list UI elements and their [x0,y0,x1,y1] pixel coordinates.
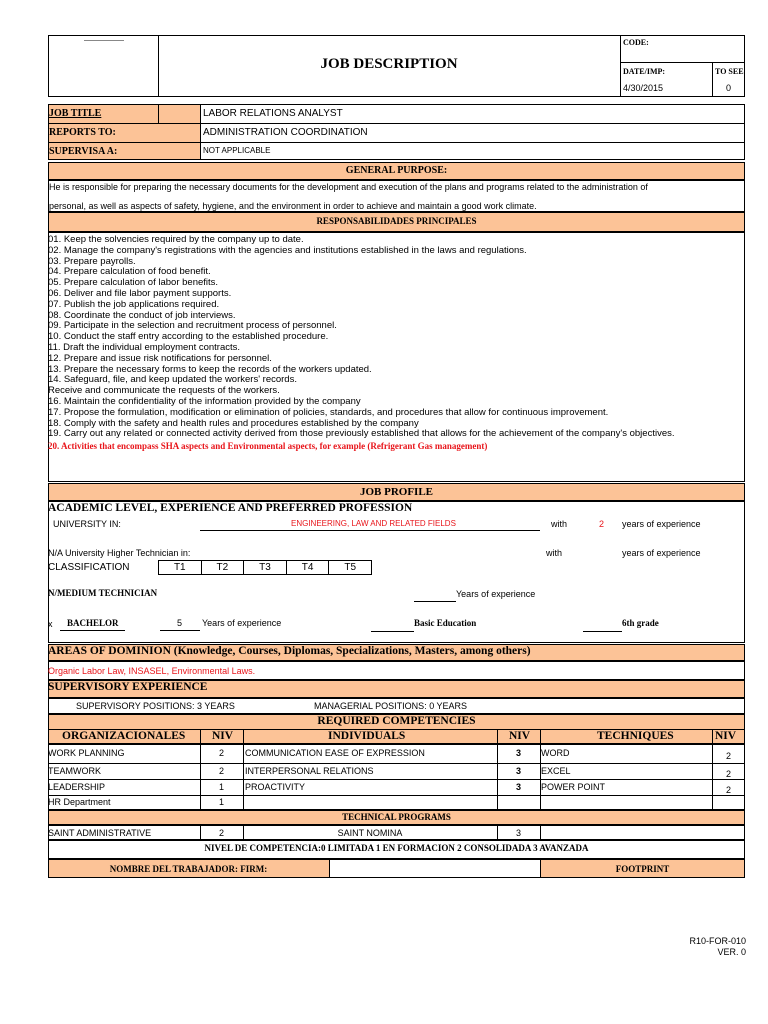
responsibility-item: 01. Keep the solvencies required by the company up to date. [48,234,304,245]
program-2: SAINT NOMINA [337,828,403,838]
supervisory-positions: SUPERVISORY POSITIONS: 3 YEARS [76,701,235,711]
competency-cell-ind-niv: 3 [515,766,521,776]
competency-cell-tech: EXCEL [541,766,571,776]
competency-cell-org: TEAMWORK [48,766,101,776]
general-purpose-line-2: personal, as well as aspects of safety, hygiene, and the environment in order to achieve and maintain a good work climate. [49,201,537,211]
responsibility-item: 16. Maintain the confidentiality of the information provided by the company [48,396,361,407]
competency-cell-tech-niv: 2 [725,769,731,779]
responsibility-item: 14. Safeguard, file, and keep updated the workers' records. [48,374,297,386]
competency-cell-org-niv: 1 [218,782,224,792]
competency-cell-org-niv: 2 [218,766,224,776]
competency-cell-ind: COMMUNICATION EASE OF EXPRESSION [245,748,425,758]
classification-box: T2 [201,560,245,575]
responsibility-item: 03. Prepare payrolls. [48,255,136,267]
reports-to-label: REPORTS TO: [49,127,116,138]
date-value: 4/30/2015 [623,83,664,93]
responsibility-item: 10. Conduct the staff entry according to the established procedure. [48,331,329,343]
job-title-value: LABOR RELATIONS ANALYST [203,108,343,119]
responsibility-item: 04. Prepare calculation of food benefit. [48,266,211,278]
worker-name-label: NOMBRE DEL TRABAJADOR: FIRM: [109,864,268,874]
dominion-value: Organic Labor Law, INSASEL, Environmental Laws. [48,666,256,676]
responsibility-item: 13. Prepare the necessary forms to keep the records of the workers updated. [48,363,372,375]
technical-programs-heading: TECHNICAL PROGRAMS [342,812,451,822]
competencies-heading: REQUIRED COMPETENCIES [317,715,476,727]
form-code: R10-FOR-010 [689,936,746,946]
responsibility-item: 07. Publish the job applications required. [48,298,220,310]
general-purpose-heading: GENERAL PURPOSE: [345,165,448,176]
competency-cell-org: WORK PLANNING [48,748,125,758]
competency-cell-org: HR Department [48,797,111,807]
with-label-2: with [546,548,563,558]
academic-heading: ACADEMIC LEVEL, EXPERIENCE AND PREFERRED PROFESSION [48,502,413,514]
to-see-value: 0 [726,83,732,93]
university-years: 2 [599,519,605,529]
competency-cell-ind: PROACTIVITY [245,782,306,792]
with-label: with [551,519,568,529]
sixth-grade-label: 6th grade [622,618,659,628]
responsibility-item: 06. Deliver and file labor payment supports. [48,288,232,299]
medium-years-label: Years of experience [456,589,536,599]
competence-levels: NIVEL DE COMPETENCIA:0 LIMITADA 1 EN FORMACION 2 CONSOLIDADA 3 AVANZADA [204,843,589,853]
technician-label: N/A University Higher Technician in: [48,548,191,558]
responsibility-item: 02. Manage the company's registrations with the agencies and institutions established in the laws and regulations. [48,244,527,256]
x-mark: x [48,619,53,629]
page-title: JOB DESCRIPTION [320,56,458,72]
classification-box: T1 [158,560,202,575]
responsibility-item: 17. Propose the formulation, modification or elimination of policies, standards, and procedures that allow for continuous improvement. [48,406,609,418]
version: VER. 0 [717,947,746,957]
bachelor-years: 5 [177,618,183,628]
basic-education-label: Basic Education [414,618,477,628]
supervises-value: NOT APPLICABLE [203,146,271,155]
university-fields: ENGINEERING, LAW AND RELATED FIELDS [291,519,456,528]
to-see-label: TO SEE [715,67,744,76]
col-techniques: TECHNIQUES [597,730,674,742]
competency-cell-tech: POWER POINT [541,782,606,792]
university-label: UNIVERSITY IN: [53,519,121,529]
managerial-positions: MANAGERIAL POSITIONS: 0 YEARS [314,701,468,711]
code-label: CODE: [623,38,649,47]
reports-to-value: ADMINISTRATION COORDINATION [203,127,368,138]
competency-cell-tech-niv: 2 [725,785,731,795]
responsibility-item: 11. Draft the individual employment contracts. [48,342,241,353]
responsibility-item: 19. Carry out any related or connected activity derived from those previously established that allows for the achievement of the company's objectives. [48,428,675,440]
years-experience-label: years of experience [622,519,701,529]
competency-cell-ind-niv: 3 [515,748,521,758]
job-title-label: JOB TITLE [49,108,102,119]
responsibility-item: Receive and communicate the requests of the workers. [48,385,280,397]
years-experience-label-2: years of experience [622,548,701,558]
footprint-label: FOOTPRINT [615,864,670,874]
col-org-niv: NIV [212,730,234,742]
supervisory-heading: SUPERVISORY EXPERIENCE [48,681,208,693]
competency-cell-tech: WORD [541,748,570,758]
responsibility-item: 18. Comply with the safety and health rules and procedures established by the company [48,417,419,429]
responsibility-item: 05. Prepare calculation of labor benefits. [48,277,219,289]
classification-box: T4 [286,560,330,575]
bachelor-label: BACHELOR [67,618,119,628]
responsibilities-heading: RESPONSABILIDADES PRINCIPALES [316,216,477,226]
program-2-niv: 3 [515,828,521,838]
competency-cell-ind: INTERPERSONAL RELATIONS [245,766,374,776]
program-1: SAINT ADMINISTRATIVE [48,828,152,838]
responsibility-item: 08. Coordinate the conduct of job interviews. [48,309,236,321]
job-profile-heading: JOB PROFILE [359,486,434,498]
medium-technician-label: N/MEDIUM TECHNICIAN [48,588,158,598]
bachelor-years-label: Years of experience [202,618,282,628]
competency-cell-ind-niv: 3 [515,782,521,792]
col-tech-niv: NIV [715,730,737,742]
competency-cell-org-niv: 2 [218,748,224,758]
supervises-label: SUPERVISA A: [49,146,118,157]
classification-box: T3 [243,560,287,575]
classification-label: CLASSIFICATION [48,562,130,573]
competency-cell-org-niv: 1 [218,797,224,807]
col-individuals: INDIVIDUALS [328,730,406,742]
date-label: DATE/IMP: [623,67,666,76]
responsibility-item: 09. Participate in the selection and recruitment process of personnel. [48,320,337,332]
competency-cell-org: LEADERSHIP [48,782,106,792]
dominion-heading: AREAS OF DOMINION (Knowledge, Courses, Diplomas, Specializations, Masters, among others) [48,645,531,657]
responsibility-item: 12. Prepare and issue risk notifications for personnel. [48,352,272,364]
classification-box: T5 [328,560,372,575]
col-organizacionales: ORGANIZACIONALES [62,730,186,742]
competency-cell-tech-niv: 2 [725,751,731,761]
program-1-niv: 2 [218,828,224,838]
responsibility-item-20: 20. Activities that encompass SHA aspects and Environmental aspects, for example (Refrigerant Gas management) [48,441,488,451]
col-ind-niv: NIV [509,730,531,742]
general-purpose-line-1: He is responsible for preparing the necessary documents for the development and execution of the plans and programs related to the administration of [49,182,648,192]
